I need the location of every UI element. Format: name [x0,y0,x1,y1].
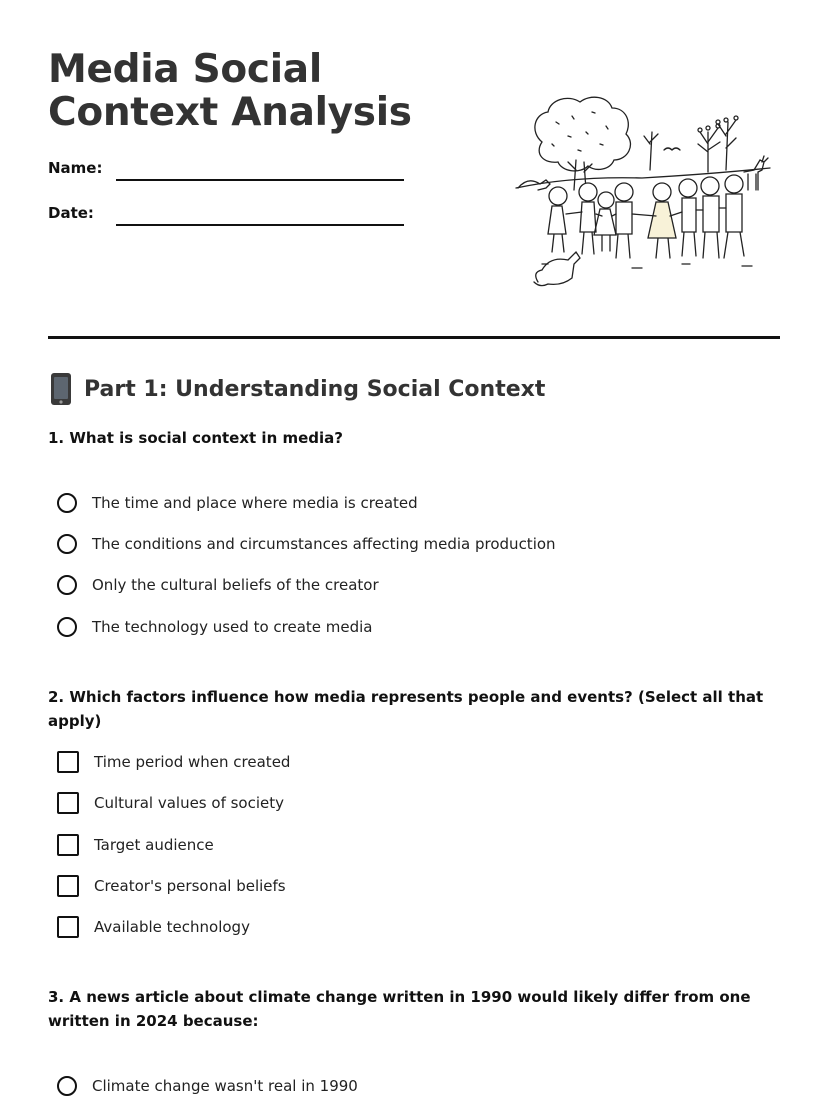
date-field[interactable] [48,204,408,232]
header-divider [48,336,780,339]
option-label: Available technology [94,918,250,936]
option-label: Only the cultural beliefs of the creator [92,576,379,594]
option-label: Creator's personal beliefs [94,877,286,895]
name-field[interactable] [48,159,408,187]
option-label: Climate change wasn't real in 1990 [92,1077,358,1095]
option-label: The conditions and circumstances affecting media production [92,535,556,553]
date-label: Date: [48,204,94,222]
option-label: The time and place where media is created [92,494,418,512]
question-2: 2. Which factors influence how media represents people and events? (Select all that apply) [48,688,764,730]
option-label: Target audience [94,836,214,854]
q3-option-1[interactable] [57,1073,358,1099]
children-park-illustration [512,92,776,292]
radio-button[interactable] [57,1076,77,1096]
question-1: 1. What is social context in media? [48,429,343,447]
q2-option-1[interactable] [57,749,290,775]
part1-heading [48,372,545,406]
radio-button[interactable] [57,617,77,637]
q1-option-4[interactable] [57,614,373,640]
checkbox[interactable] [57,834,79,856]
radio-button[interactable] [57,493,77,513]
q1-option-2[interactable] [57,531,556,557]
q2-option-5[interactable] [57,914,250,940]
option-label: Time period when created [94,753,291,771]
name-label: Name: [48,159,103,177]
name-line[interactable] [116,179,404,181]
option-label: Cultural values of society [94,794,285,812]
checkbox[interactable] [57,751,79,773]
option-label: The technology used to create media [92,618,373,636]
date-line[interactable] [116,224,404,226]
question-3: 3. A news article about climate change written in 1990 would likely differ from one written in 2024 because: [48,988,751,1030]
q1-option-3[interactable] [57,572,379,598]
q1-option-1[interactable] [57,490,418,516]
q2-option-4[interactable] [57,873,286,899]
q2-option-2[interactable] [57,790,284,816]
radio-button[interactable] [57,534,77,554]
part1-heading-text: Part 1: Understanding Social Context [84,376,546,402]
worksheet-title: Media Social Context Analysis [48,47,412,135]
checkbox[interactable] [57,875,79,897]
mobile-phone-icon [48,372,74,406]
checkbox[interactable] [57,792,79,814]
radio-button[interactable] [57,575,77,595]
q2-option-3[interactable] [57,832,214,858]
checkbox[interactable] [57,916,79,938]
